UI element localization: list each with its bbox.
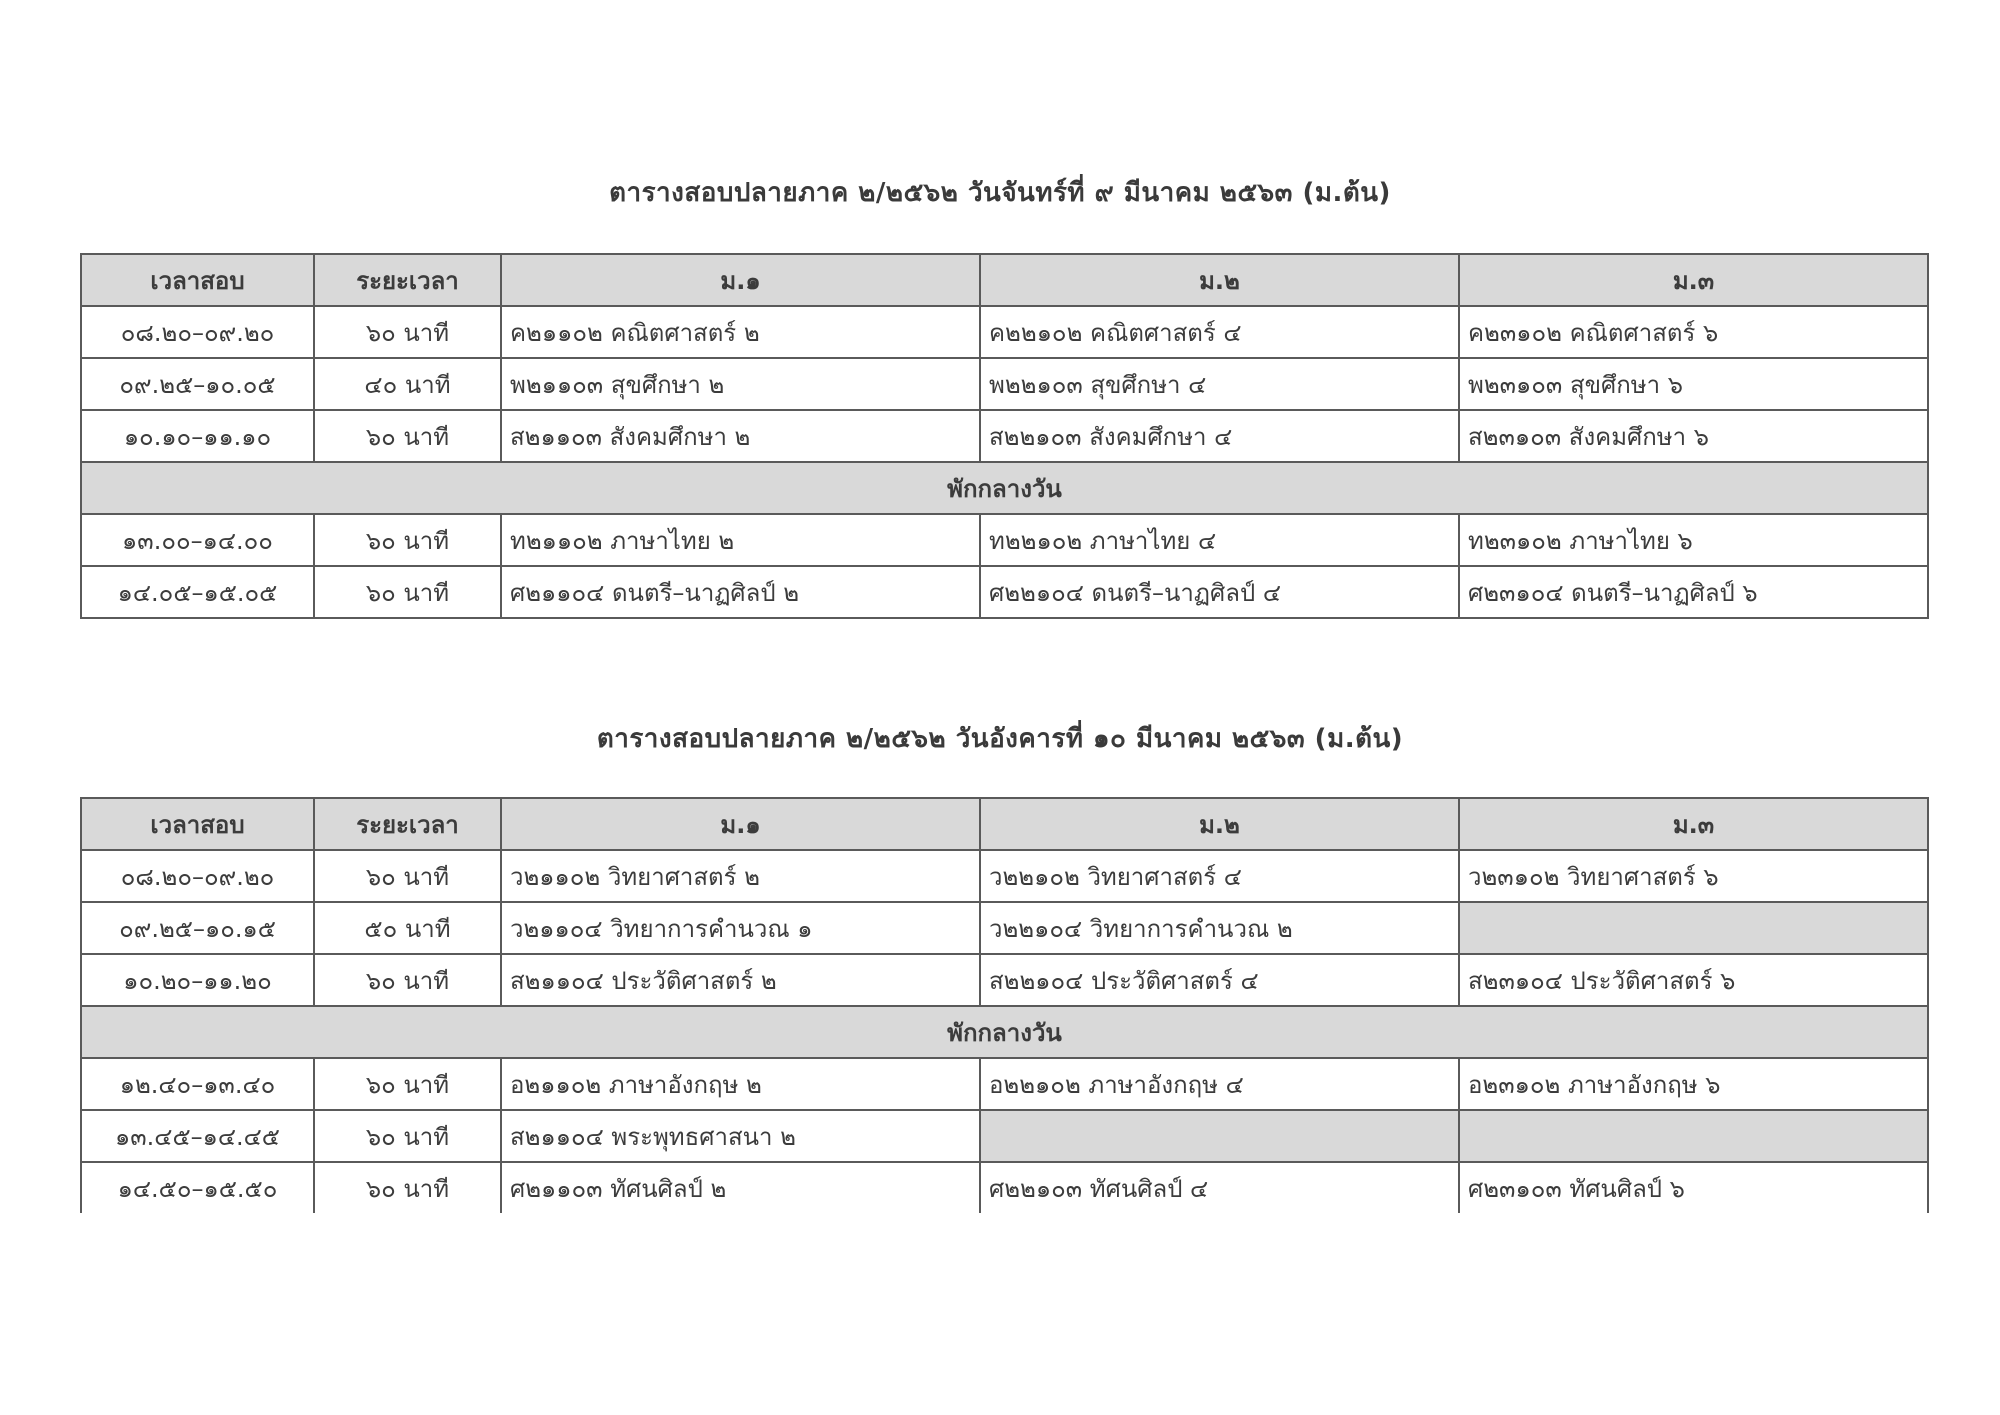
subject-cell-m3: ส๒๓๑๐๔ ประวัติศาสตร์ ๖	[1459, 954, 1928, 1006]
exam-time-cell: ๐๘.๒๐–๐๙.๒๐	[81, 850, 314, 902]
exam-time-cell: ๐๙.๒๕–๑๐.๑๕	[81, 902, 314, 954]
schedule-title: ตารางสอบปลายภาค ๒/๒๕๖๒ วันจันทร์ที่ ๙ มีนาคม ๒๕๖๓ (ม.ต้น)	[609, 178, 1391, 208]
subject-cell-m1: ส๒๑๑๐๔ พระพุทธศาสนา ๒	[501, 1110, 980, 1162]
empty-cell-m3	[1459, 1110, 1928, 1162]
table-header-row	[81, 254, 1928, 306]
table-row	[81, 954, 1928, 1006]
exam-time-cell: ๑๒.๔๐–๑๓.๔๐	[81, 1058, 314, 1110]
duration-cell: ๔๐ นาที	[314, 358, 501, 410]
exam-time-cell: ๑๐.๒๐–๑๑.๒๐	[81, 954, 314, 1006]
subject-cell-m1: ศ๒๑๑๐๔ ดนตรี–นาฏศิลป์ ๒	[501, 566, 980, 618]
subject-cell-m2: ว๒๒๑๐๔ วิทยาการคำนวณ ๒	[980, 902, 1459, 954]
exam-time-cell: ๑๐.๑๐–๑๑.๑๐	[81, 410, 314, 462]
exam-schedule-table	[80, 253, 1929, 619]
schedule-title: ตารางสอบปลายภาค ๒/๒๕๖๒ วันอังคารที่ ๑๐ มีนาคม ๒๕๖๓ (ม.ต้น)	[596, 724, 1404, 754]
duration-cell: ๖๐ นาที	[314, 306, 501, 358]
subject-cell-m2: ว๒๒๑๐๒ วิทยาศาสตร์ ๔	[980, 850, 1459, 902]
duration-cell: ๖๐ นาที	[314, 410, 501, 462]
subject-cell-m1: ว๒๑๑๐๒ วิทยาศาสตร์ ๒	[501, 850, 980, 902]
duration-cell: ๖๐ นาที	[314, 566, 501, 618]
header-m3: ม.๓	[1459, 254, 1928, 306]
subject-cell-m1: ส๒๑๑๐๓ สังคมศึกษา ๒	[501, 410, 980, 462]
lunch-break-label: พักกลางวัน	[81, 462, 1928, 514]
subject-cell-m2: ศ๒๒๑๐๔ ดนตรี–นาฏศิลป์ ๔	[980, 566, 1459, 618]
subject-cell-m2: ท๒๒๑๐๒ ภาษาไทย ๔	[980, 514, 1459, 566]
header-exam-time: เวลาสอบ	[81, 254, 314, 306]
lunch-break-label: พักกลางวัน	[81, 1006, 1928, 1058]
header-m1: ม.๑	[501, 254, 980, 306]
subject-cell-m1: ส๒๑๑๐๔ ประวัติศาสตร์ ๒	[501, 954, 980, 1006]
header-m1: ม.๑	[501, 798, 980, 850]
subject-cell-m3: ท๒๓๑๐๒ ภาษาไทย ๖	[1459, 514, 1928, 566]
table-row	[81, 902, 1928, 954]
empty-cell-m2	[980, 1110, 1459, 1162]
subject-cell-m1: ว๒๑๑๐๔ วิทยาการคำนวณ ๑	[501, 902, 980, 954]
table-header-row	[81, 798, 1928, 850]
duration-cell: ๖๐ นาที	[314, 850, 501, 902]
duration-cell: ๖๐ นาที	[314, 1162, 501, 1213]
subject-cell-m1: อ๒๑๑๐๒ ภาษาอังกฤษ ๒	[501, 1058, 980, 1110]
subject-cell-m3: ค๒๓๑๐๒ คณิตศาสตร์ ๖	[1459, 306, 1928, 358]
header-duration: ระยะเวลา	[314, 798, 501, 850]
duration-cell: ๖๐ นาที	[314, 1058, 501, 1110]
subject-cell-m2: อ๒๒๑๐๒ ภาษาอังกฤษ ๔	[980, 1058, 1459, 1110]
table-row	[81, 410, 1928, 462]
table-row	[81, 566, 1928, 618]
subject-cell-m3: ศ๒๓๑๐๓ ทัศนศิลป์ ๖	[1459, 1162, 1928, 1213]
subject-cell-m3: อ๒๓๑๐๒ ภาษาอังกฤษ ๖	[1459, 1058, 1928, 1110]
subject-cell-m3: พ๒๓๑๐๓ สุขศึกษา ๖	[1459, 358, 1928, 410]
subject-cell-m2: ส๒๒๑๐๓ สังคมศึกษา ๔	[980, 410, 1459, 462]
header-m2: ม.๒	[980, 254, 1459, 306]
lunch-break-row	[81, 462, 1928, 514]
duration-cell: ๖๐ นาที	[314, 514, 501, 566]
subject-cell-m2: ส๒๒๑๐๔ ประวัติศาสตร์ ๔	[980, 954, 1459, 1006]
exam-time-cell: ๑๓.๐๐–๑๔.๐๐	[81, 514, 314, 566]
subject-cell-m1: ท๒๑๑๐๒ ภาษาไทย ๒	[501, 514, 980, 566]
duration-cell: ๖๐ นาที	[314, 954, 501, 1006]
table-row	[81, 306, 1928, 358]
header-m3: ม.๓	[1459, 798, 1928, 850]
exam-time-cell: ๐๘.๒๐–๐๙.๒๐	[81, 306, 314, 358]
exam-time-cell: ๑๓.๔๕–๑๔.๔๕	[81, 1110, 314, 1162]
table-row	[81, 1162, 1928, 1213]
exam-time-cell: ๑๔.๕๐–๑๕.๕๐	[81, 1162, 314, 1213]
empty-cell-m3	[1459, 902, 1928, 954]
subject-cell-m2: ค๒๒๑๐๒ คณิตศาสตร์ ๔	[980, 306, 1459, 358]
exam-schedule-table	[80, 797, 1929, 1213]
duration-cell: ๕๐ นาที	[314, 902, 501, 954]
table-row	[81, 850, 1928, 902]
subject-cell-m3: ส๒๓๑๐๓ สังคมศึกษา ๖	[1459, 410, 1928, 462]
table-row	[81, 358, 1928, 410]
subject-cell-m3: ว๒๓๑๐๒ วิทยาศาสตร์ ๖	[1459, 850, 1928, 902]
table-row	[81, 514, 1928, 566]
duration-cell: ๖๐ นาที	[314, 1110, 501, 1162]
subject-cell-m3: ศ๒๓๑๐๔ ดนตรี–นาฏศิลป์ ๖	[1459, 566, 1928, 618]
exam-time-cell: ๑๔.๐๕–๑๕.๐๕	[81, 566, 314, 618]
table-row	[81, 1110, 1928, 1162]
header-exam-time: เวลาสอบ	[81, 798, 314, 850]
header-duration: ระยะเวลา	[314, 254, 501, 306]
subject-cell-m1: ศ๒๑๑๐๓ ทัศนศิลป์ ๒	[501, 1162, 980, 1213]
subject-cell-m1: ค๒๑๑๐๒ คณิตศาสตร์ ๒	[501, 306, 980, 358]
subject-cell-m2: ศ๒๒๑๐๓ ทัศนศิลป์ ๔	[980, 1162, 1459, 1213]
subject-cell-m1: พ๒๑๑๐๓ สุขศึกษา ๒	[501, 358, 980, 410]
header-m2: ม.๒	[980, 798, 1459, 850]
table-row	[81, 1058, 1928, 1110]
lunch-break-row	[81, 1006, 1928, 1058]
exam-time-cell: ๐๙.๒๕–๑๐.๐๕	[81, 358, 314, 410]
subject-cell-m2: พ๒๒๑๐๓ สุขศึกษา ๔	[980, 358, 1459, 410]
